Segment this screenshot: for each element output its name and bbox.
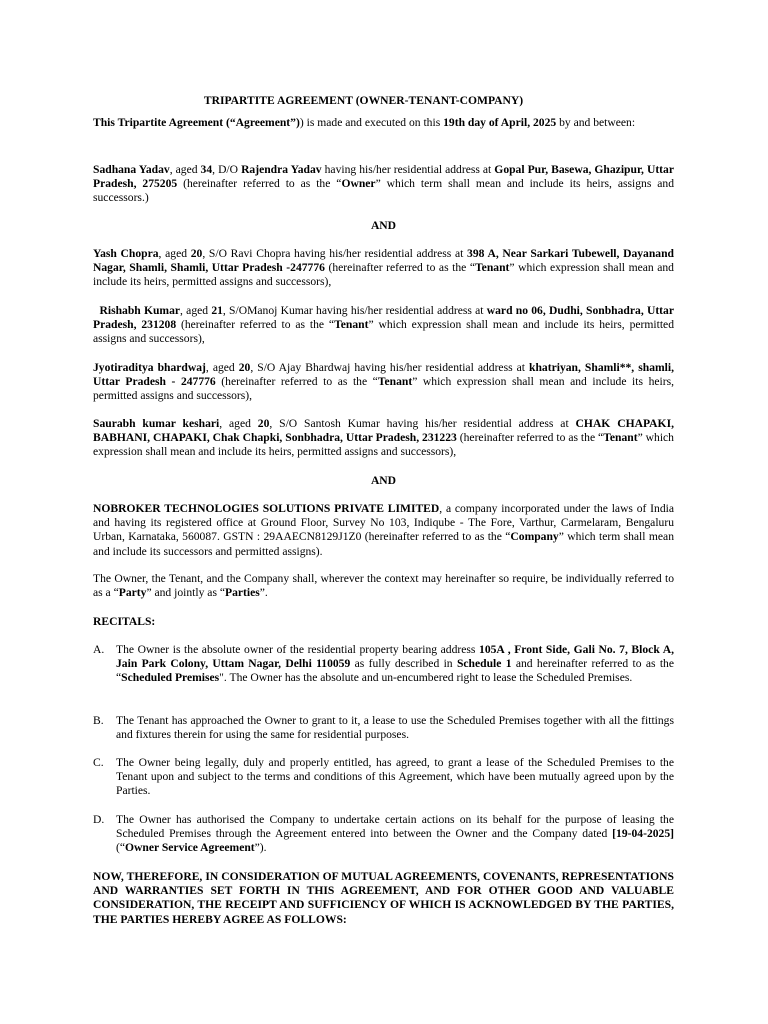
parties-term: Parties [225, 586, 260, 600]
and-separator-1: AND [370, 219, 397, 232]
owner-age: 34 [200, 163, 213, 176]
tenant-role: Tenant [475, 261, 510, 275]
intro-text: ) is made and executed on this [299, 116, 444, 129]
osa-term: Owner Service Agreement [125, 841, 255, 855]
tenant-text: ” which expression shall mean and include its heirs, permitted assigns and successors), [93, 431, 674, 459]
company-role: Company [510, 530, 559, 544]
tenant-text: ” which expression shall mean and include its heirs, permitted assigns and successors), [93, 261, 674, 289]
recital-b [93, 714, 674, 742]
tenant-paragraph-1 [93, 247, 674, 290]
recitals-heading [93, 615, 674, 629]
tenant-paragraph-3 [93, 361, 674, 404]
tenant-address: 398 A, Near Sarkari Tubewell, Dayanand Nagar, Shamli, Shamli, Uttar Pradesh -247776 [93, 247, 674, 275]
tenant-text: , S/OManoj Kumar having his/her residential address at [222, 304, 487, 317]
tenant-age: 20 [257, 417, 270, 430]
intro-text-end: by and between: [556, 116, 636, 129]
agreement-lead: This Tripartite Agreement (“Agreement”) [93, 116, 300, 129]
company-text: , a company incorporated under the laws of India and having its registered office at Ground Floor, Survey No 103, Indiqube - The Fore, Varthur, Carmelaram, Bengaluru Urban, Karnataka, 560087. GSTN : 29AAECN8129J1Z0 (hereinafter referred to as the “ [93, 502, 674, 544]
tenant-age: 21 [211, 304, 223, 317]
and-separator-2: AND [370, 474, 397, 487]
recital-a [93, 643, 674, 686]
tenant-text: , aged [180, 304, 212, 317]
recital-text [116, 643, 674, 686]
owner-text: , D/O [212, 163, 242, 176]
tenant-name: Saurabh kumar keshari [93, 417, 220, 430]
tenant-role: Tenant [334, 318, 369, 332]
tenant-name: Rishabh Kumar [99, 304, 181, 317]
tenant-text: , aged [205, 361, 239, 374]
tenant-paragraph-2 [93, 304, 674, 347]
osa-date: [19-04-2025] [612, 827, 674, 841]
tenant-text: (hereinafter referred to as the “ [456, 431, 604, 445]
owner-address: Gopal Pur, Basewa, Ghazipur, Uttar Pradesh, 275205 [93, 163, 674, 191]
tenant-text: , aged [158, 247, 191, 260]
owner-text: (hereinafter referred to as the “ [177, 177, 342, 191]
owner-parent: Rajendra Yadav [241, 163, 322, 176]
recital-c [93, 756, 674, 799]
tenant-address: ward no 06, Dudhi, Sonbhadra, Uttar Pradesh, 231208 [93, 304, 674, 332]
recital-a-text: and hereinafter referred to as the “ [116, 657, 674, 685]
intro-paragraph [93, 116, 674, 130]
document-title: TRIPARTITE AGREEMENT (OWNER-TENANT-COMPANY) [203, 94, 524, 107]
tenant-text: , aged [219, 417, 258, 430]
recital-a-text: The Owner is the absolute owner of the residential property bearing address [116, 643, 480, 656]
tenant-age: 20 [190, 247, 203, 260]
recital-d-text: The Owner has authorised the Company to undertake certain actions on its behalf for the purpose of leasing the Scheduled Premises through the Agreement entered into between the Owner and the Company dated [116, 813, 674, 841]
property-address: 105A , Front Side, Gali No. 7, Block A, Jain Park Colony, Uttam Nagar, Delhi 110059 [116, 643, 674, 671]
recital-letter: A. [93, 643, 105, 656]
owner-role: Owner [341, 177, 376, 191]
recital-a-text: ". The Owner has the absolute and un-encumbered right to lease the Scheduled Premises. [219, 671, 633, 685]
party-term: Party [118, 586, 147, 600]
parties-text: The Owner, the Tenant, and the Company shall, wherever the context may hereinafter so require, be individually referred to as a “ [93, 572, 674, 600]
tenant-text: (hereinafter referred to as the “ [176, 318, 335, 332]
parties-text: ”. [259, 586, 268, 600]
recital-d [93, 813, 674, 856]
recital-d-text: (“ [116, 841, 126, 855]
company-text: ” which term shall mean and include its successors and permitted assigns). [93, 530, 674, 558]
owner-name: Sadhana Yadav [93, 163, 170, 176]
premises-term: Scheduled Premises [121, 671, 220, 685]
parties-paragraph [93, 572, 674, 600]
recital-letter: D. [93, 813, 105, 826]
owner-paragraph [93, 163, 674, 206]
tenant-age: 20 [238, 361, 251, 374]
recital-text: The Owner being legally, duly and properly entitled, has agreed, to grant a lease of the Scheduled Premises to the Tenant upon and subject to the terms and conditions of this Agreement, which have been mutually agreed upon by the Parties. [116, 756, 674, 798]
recital-text [116, 813, 674, 856]
tenant-text: ” which expression shall mean and include its heirs, permitted assigns and successors), [93, 375, 674, 403]
tenant-paragraph-4 [93, 417, 674, 460]
closing-clause: NOW, THEREFORE, IN CONSIDERATION OF MUTUAL AGREEMENTS, COVENANTS, REPRESENTATIONS AND WARRANTIES SET FORTH IN THIS AGREEMENT, AND FOR OTHER GOOD AND VALUABLE CONSIDERATION, THE RECEIPT AND SUFFICIENCY OF WHICH IS ACKNOWLEDGED BY THE PARTIES, THE PARTIES HEREBY AGREE AS FOLLOWS: [93, 870, 674, 926]
company-name: NOBROKER TECHNOLOGIES SOLUTIONS PRIVATE LIMITED [93, 502, 440, 515]
recital-letter: B. [93, 714, 104, 727]
owner-text: having his/her residential address at [321, 163, 495, 176]
tenant-text: , S/O Ravi Chopra having his/her residential address at [202, 247, 468, 260]
agreement-term: “Agreement” [229, 116, 296, 129]
tenant-address: khatriyan, Shamli**, shamli, Uttar Pradesh - 247776 [93, 361, 674, 389]
tenant-name: Yash Chopra [93, 247, 159, 260]
tenant-text: , S/O Santosh Kumar having his/her residential address at [269, 417, 576, 430]
tenant-text: (hereinafter referred to as the “ [324, 261, 476, 275]
company-paragraph [93, 502, 674, 559]
owner-text: ” which term shall mean and include its heirs, assigns and successors.) [93, 177, 675, 205]
recital-letter: C. [93, 756, 104, 769]
recitals-heading-text: RECITALS: [93, 615, 156, 628]
schedule-ref: Schedule 1 [456, 657, 512, 671]
tenant-text: (hereinafter referred to as the “ [215, 375, 378, 389]
agreement-date: 19th day of April, 2025 [443, 116, 557, 129]
recital-text: The Tenant has approached the Owner to grant to it, a lease to use the Scheduled Premises together with all the fittings and fixtures therein for using the same for residential purposes. [116, 714, 674, 742]
parties-text: ” and jointly as “ [146, 586, 225, 600]
owner-text: , aged [169, 163, 201, 176]
tenant-text: ” which expression shall mean and include its heirs, permitted assigns and successors), [93, 318, 674, 346]
tenant-role: Tenant [377, 375, 413, 389]
tenant-address: CHAK CHAPAKI, BABHANI, CHAPAKI, Chak Chapki, Sonbhadra, Uttar Pradesh, 231223 [93, 417, 674, 445]
tenant-role: Tenant [603, 431, 638, 445]
tenant-text: , S/O Ajay Bhardwaj having his/her residential address at [250, 361, 530, 374]
recital-d-text: ”). [254, 841, 267, 855]
recital-a-text: as fully described in [350, 657, 457, 671]
tenant-name: Jyotiraditya bhardwaj [93, 361, 206, 374]
